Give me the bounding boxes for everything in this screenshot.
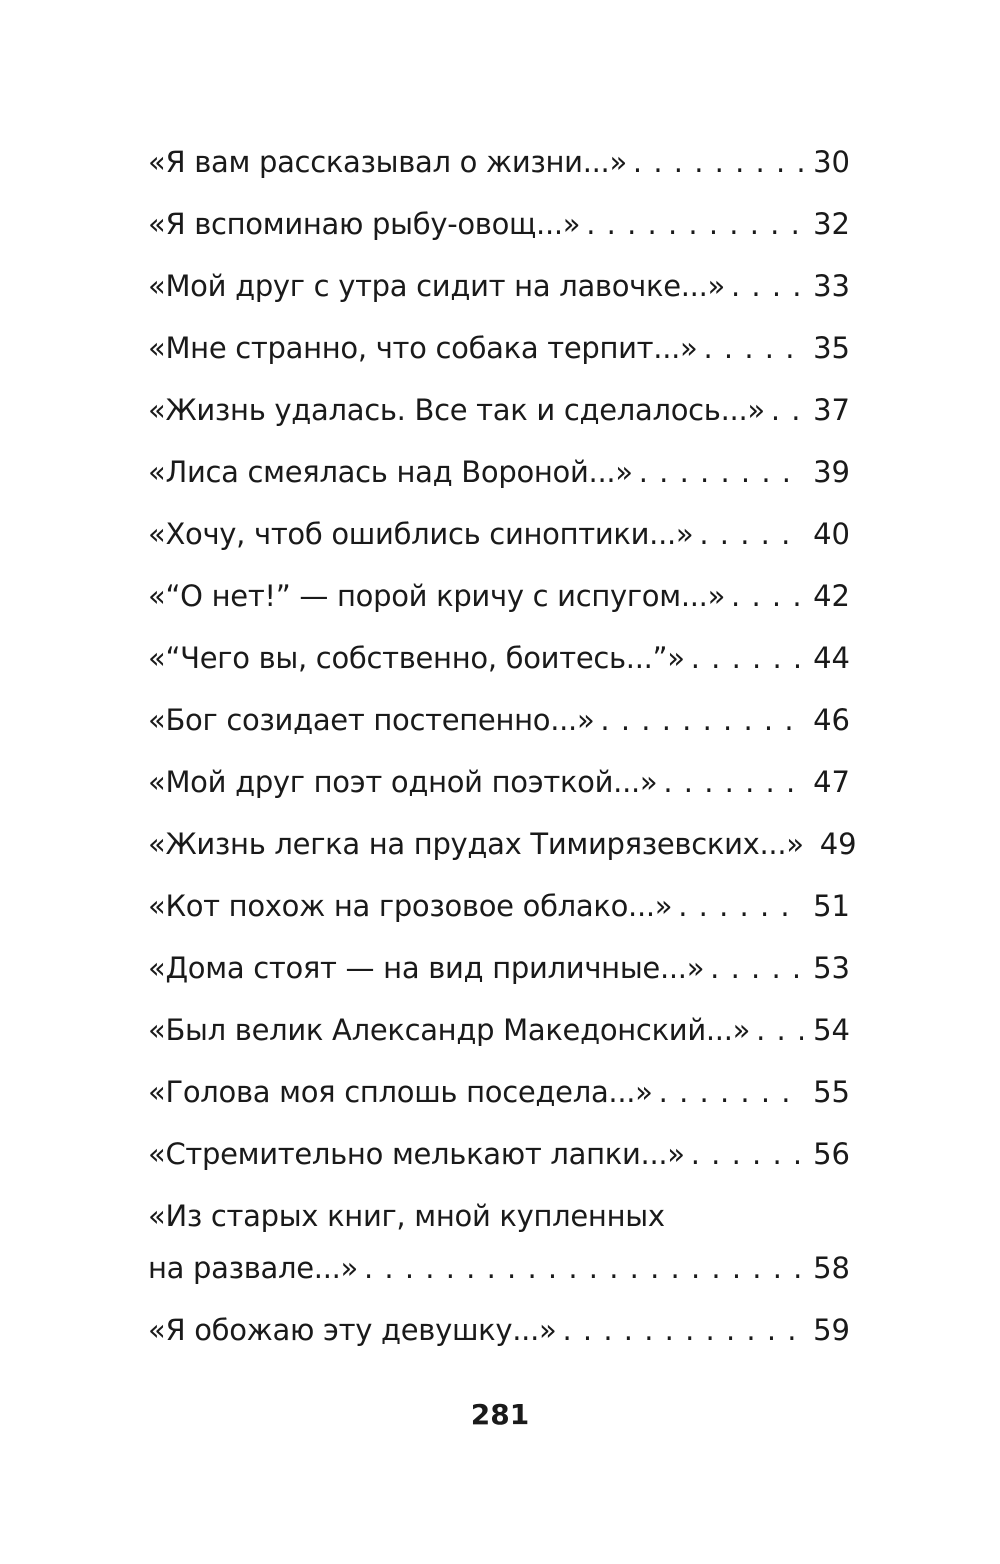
- toc-entry: [148, 441, 850, 503]
- toc-entry: [148, 999, 850, 1061]
- toc-entry: [148, 503, 850, 565]
- toc-entry-title: «Хочу, чтоб ошиблись синоптики...»: [148, 517, 694, 551]
- dot-leader: [659, 1061, 803, 1123]
- dot-leader: [731, 565, 803, 627]
- toc-entry-title: «Стремительно мелькают лапки...»: [148, 1137, 685, 1171]
- dot-leader: [703, 317, 803, 379]
- toc-entry-page: 39: [813, 455, 850, 489]
- toc-entry-title: «Дома стоят — на вид приличные...»: [148, 951, 705, 985]
- toc-entry-title: «Мой друг с утра сидит на лавочке...»: [148, 269, 725, 303]
- table-of-contents: [148, 131, 857, 1361]
- toc-entry: [148, 689, 850, 751]
- toc-entry-page: 49: [819, 827, 857, 861]
- dot-leader: [691, 1123, 803, 1185]
- toc-entry: [148, 813, 857, 875]
- toc-entry-title: «Голова моя сплошь поседела...»: [148, 1075, 653, 1109]
- toc-entry-page: 37: [813, 393, 850, 427]
- toc-entry-page: 32: [813, 207, 850, 241]
- toc-entry-page: 59: [813, 1313, 850, 1347]
- toc-entry-page: 55: [813, 1075, 850, 1109]
- toc-entry-title: «Жизнь легка на прудах Тимирязевских...»: [148, 827, 804, 861]
- toc-entry: [148, 1299, 850, 1361]
- toc-entry-page: 51: [813, 889, 850, 923]
- toc-entry-title: «Мне странно, что собака терпит...»: [148, 331, 698, 365]
- toc-entry-title-line2: на развале...»: [148, 1251, 358, 1285]
- toc-entry-page: 46: [813, 703, 850, 737]
- dot-leader: [756, 999, 803, 1061]
- toc-entry: [148, 937, 850, 999]
- toc-entry-title: «Был велик Александр Македонский...»: [148, 1013, 751, 1047]
- toc-entry-line2: [148, 1242, 850, 1294]
- toc-entry-page: 33: [813, 269, 850, 303]
- toc-entry-title: «Кот похож на грозовое облако...»: [148, 889, 673, 923]
- toc-entry: [148, 255, 850, 317]
- dot-leader: [562, 1299, 803, 1361]
- toc-entry-title: «Лиса смеялась над Вороной...»: [148, 455, 633, 489]
- toc-entry: [148, 565, 850, 627]
- toc-entry: [148, 317, 850, 379]
- dot-leader: [710, 937, 803, 999]
- toc-entry-page: 35: [813, 331, 850, 365]
- toc-entry: [148, 627, 850, 689]
- toc-entry: [148, 131, 850, 193]
- toc-entry: [148, 1190, 850, 1294]
- dot-leader: [364, 1242, 803, 1294]
- toc-entry-title: «Мой друг поэт одной поэткой...»: [148, 765, 658, 799]
- dot-leader: [678, 875, 803, 937]
- toc-entry: [148, 379, 850, 441]
- dot-leader: [663, 751, 803, 813]
- dot-leader: [586, 193, 803, 255]
- toc-entry-title: «Бог созидает постепенно...»: [148, 703, 595, 737]
- toc-entry-page: 44: [813, 641, 850, 675]
- dot-leader: [731, 255, 803, 317]
- toc-entry-title: «Я обожаю эту девушку...»: [148, 1313, 557, 1347]
- toc-entry-title: «Жизнь удалась. Все так и сделалось...»: [148, 393, 765, 427]
- dot-leader: [691, 627, 803, 689]
- toc-entry-page: 42: [813, 579, 850, 613]
- dot-leader: [639, 441, 803, 503]
- dot-leader: [771, 379, 803, 441]
- toc-entry: [148, 1061, 850, 1123]
- toc-entry: [148, 193, 850, 255]
- dot-leader: [699, 503, 803, 565]
- dot-leader: [633, 131, 803, 193]
- toc-entry: [148, 875, 850, 937]
- toc-entry-page: 47: [813, 765, 850, 799]
- toc-entry-title-line1: «Из старых книг, мной купленных: [148, 1199, 665, 1233]
- dot-leader: [600, 689, 803, 751]
- toc-entry-page: 30: [813, 145, 850, 179]
- toc-entry-page: 53: [813, 951, 850, 985]
- toc-entry-page: 58: [813, 1251, 850, 1285]
- toc-entry-page: 40: [813, 517, 850, 551]
- toc-entry-page: 54: [813, 1013, 850, 1047]
- toc-entry-page: 56: [813, 1137, 850, 1171]
- toc-entry: [148, 751, 850, 813]
- page-number: 281: [470, 1398, 530, 1431]
- toc-entry-title: «Я вспоминаю рыбу-овощ...»: [148, 207, 581, 241]
- toc-entry-title: «“О нет!” — порой кричу с испугом...»: [148, 579, 726, 613]
- toc-entry-title: «“Чего вы, собственно, боитесь...”»: [148, 641, 685, 675]
- toc-entry: [148, 1123, 850, 1185]
- toc-entry-title: «Я вам рассказывал о жизни...»: [148, 145, 627, 179]
